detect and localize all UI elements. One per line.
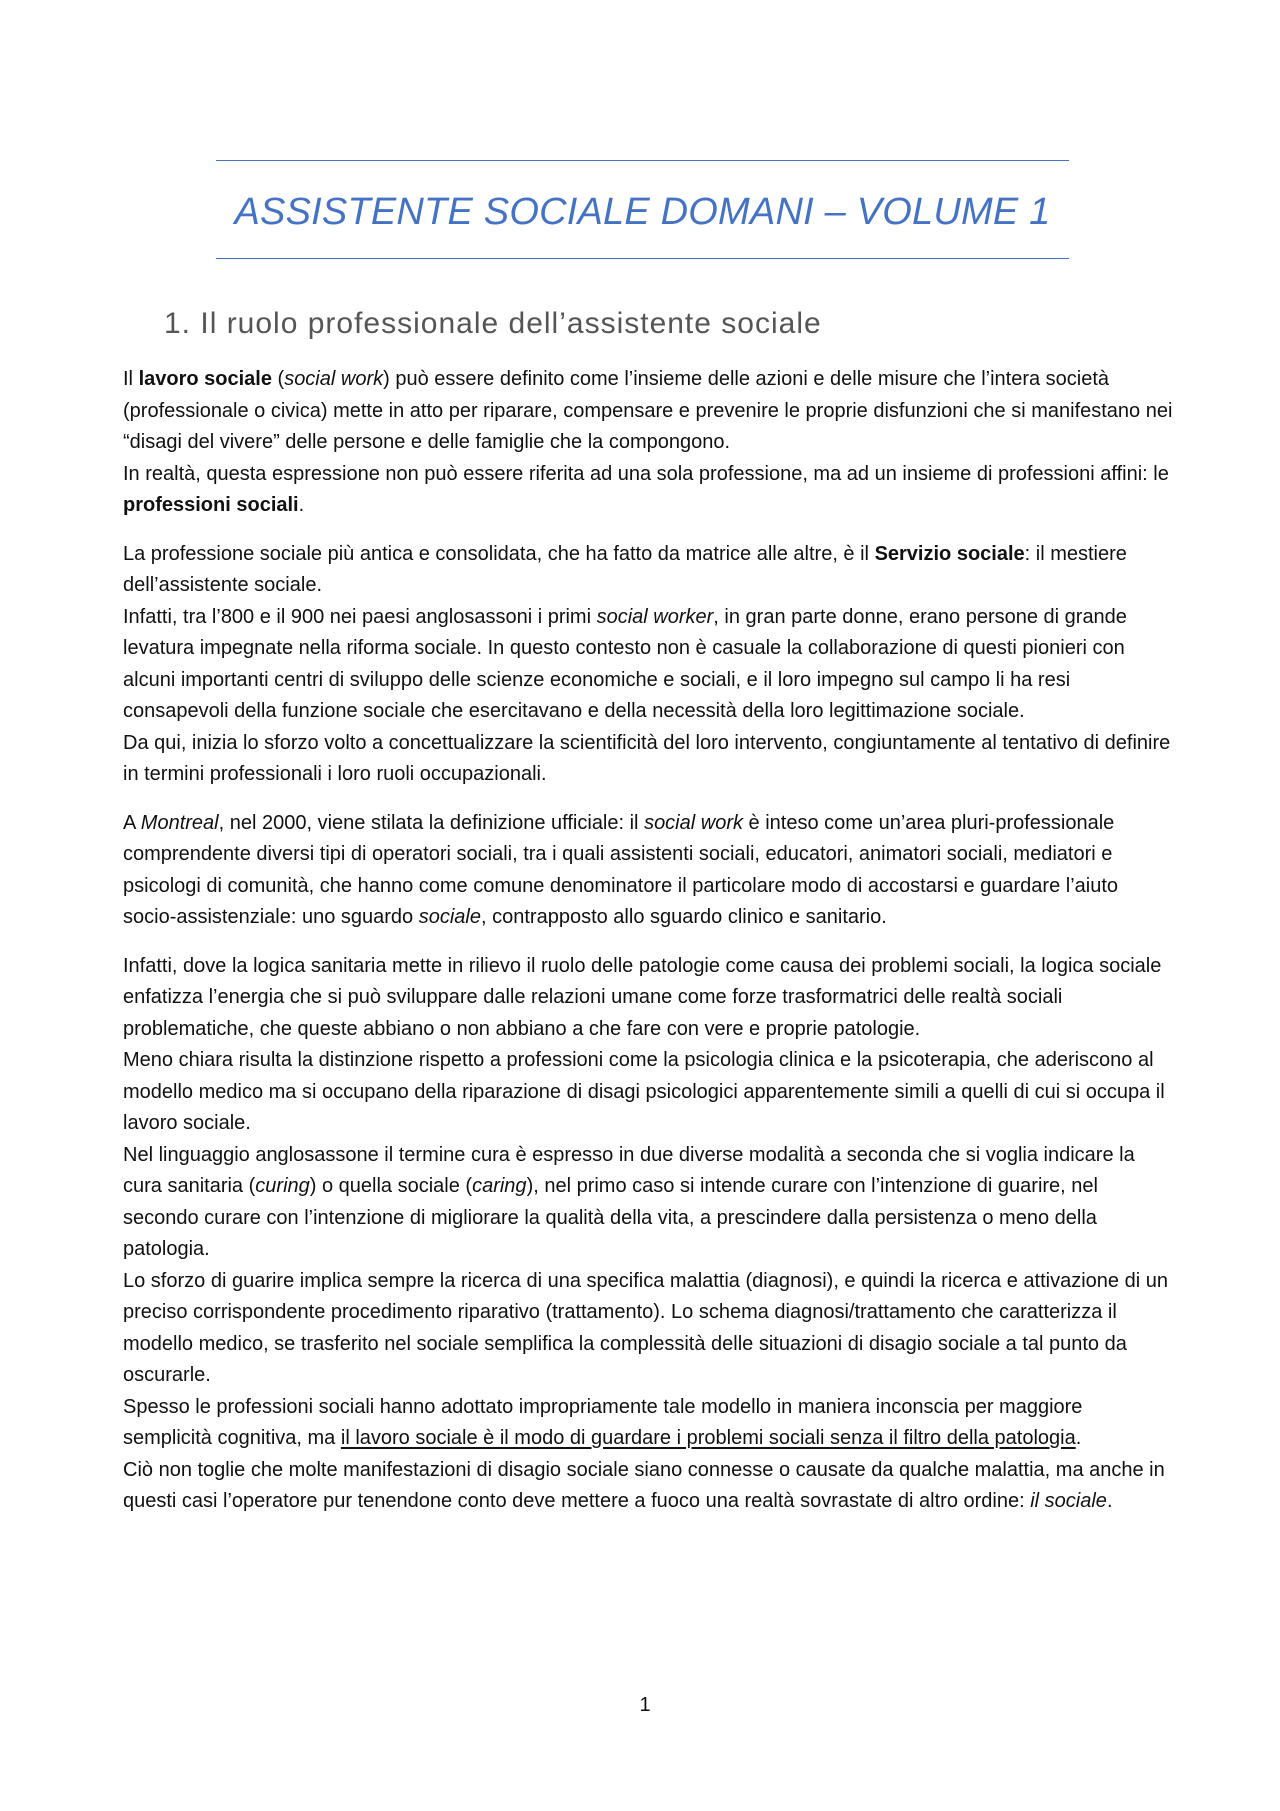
underlined-statement: il lavoro sociale è il modo di guardare i problemi sociali senza il filtro della patologia (340, 1427, 1076, 1449)
text-line: Infatti, dove la logica sanitaria mette in rilievo il ruolo delle patologie come causa dei problemi sociali, la logica sociale enfatizza l’energia che si può sviluppare dalle relazioni umane come forze trasformatrici delle realtà sociali problematiche, che queste abbiano o non abbiano a che fare con vere e proprie patologie. (123, 954, 1162, 1040)
italic-term: il sociale (1030, 1490, 1107, 1512)
text-line: Da qui, inizia lo sforzo volto a concettualizzare la scientificità del loro intervento, congiuntamente al tentativo di definire in termini professionali i loro ruoli occupazionali. (123, 731, 1171, 785)
text-line: In realtà, questa espressione non può essere riferita ad una sola professione, ma ad un insieme di professioni affini: le professioni sociali. (123, 462, 1169, 516)
text-line: Lo sforzo di guarire implica sempre la ricerca di una specifica malattia (diagnosi), e quindi la ricerca e attivazione di un preciso corrispondente procedimento riparativo (trattamento). Lo schema diagnosi/trattamento che caratterizza il modello medico, se trasferito nel sociale semplifica la complessità delle situazioni di disagio sociale a tal punto da oscurarle. (123, 1269, 1168, 1386)
italic-term: social work (284, 368, 384, 390)
title-top-rule (216, 160, 1069, 161)
text-line: Spesso le professioni sociali hanno adottato impropriamente tale modello in maniera inconscia per maggiore semplicità cognitiva, ma il lavoro sociale è il modo di guardare i problemi sociali senza il filtro della patologia. (123, 1395, 1083, 1449)
text-line: Ciò non toglie che molte manifestazioni di disagio sociale siano connesse o causate da qualche malattia, ma anche in questi casi l’operatore pur tenendone conto deve mettere a fuoco una realtà sovrastate di altro ordine: il sociale. (123, 1458, 1165, 1512)
text-line: Il lavoro sociale (social work) può essere definito come l’insieme delle azioni e delle misure che l’intera società (professionale o civica) mette in atto per riparare, compensare e prevenire le proprie disfunzioni che si manifestano nei “disagi del vivere” delle persone e delle famiglie che la compongono. (123, 368, 1173, 453)
italic-term: sociale (418, 906, 481, 928)
italic-term: caring (472, 1175, 527, 1197)
bold-term: Servizio sociale (874, 542, 1025, 565)
text-line: La professione sociale più antica e consolidata, che ha fatto da matrice alle altre, è il Servizio sociale: il mestiere dell’assistente sociale. (123, 542, 1127, 596)
paragraph (123, 539, 1175, 791)
italic-term: Montreal (140, 811, 219, 834)
paragraph (123, 364, 1175, 522)
page-number: 1 (639, 1694, 651, 1716)
text-line: Infatti, tra l’800 e il 900 nei paesi anglosassoni i primi social worker, in gran parte donne, erano persone di grande levatura impegnate nella riforma sociale. In questo contesto non è casuale la collaborazione di questi pionieri con alcuni importanti centri di sviluppo delle scienze economiche e sociali, e il loro impegno sul campo li ha resi consapevoli della funzione sociale che esercitavano e della necessità della loro legittimazione sociale. (123, 605, 1127, 722)
title-bottom-rule (216, 258, 1069, 259)
italic-term: social work (644, 811, 743, 834)
text-line: Meno chiara risulta la distinzione rispetto a professioni come la psicologia clinica e la psicoterapia, che aderiscono al modello medico ma si occupano della riparazione di disagi psicologici apparentemente simili a quelli di cui si occupa il lavoro sociale. (123, 1049, 1165, 1134)
paragraph (123, 951, 1175, 1518)
paragraph (123, 808, 1175, 934)
bold-term: professioni sociali (123, 494, 299, 516)
section-heading: 1. Il ruolo professionale dell’assistente sociale (164, 307, 822, 340)
document-body (123, 364, 1175, 1535)
document-title: ASSISTENTE SOCIALE DOMANI – VOLUME 1 (234, 191, 1051, 233)
text-line: A Montreal, nel 2000, viene stilata la definizione ufficiale: il social work è inteso come un’area pluri-professionale comprendente diversi tipi di operatori sociali, tra i quali assistenti sociali, educatori, animatori sociali, mediatori e psicologi di comunità, che hanno come comune denominatore il particolare modo di accostarsi e guardare l’aiuto socio-assistenziale: uno sguardo sociale, contrapposto allo sguardo clinico e sanitario. (123, 811, 1118, 928)
bold-term: lavoro sociale (138, 368, 272, 390)
italic-term: curing (255, 1175, 310, 1197)
text-line: Nel linguaggio anglosassone il termine cura è espresso in due diverse modalità a seconda che si voglia indicare la cura sanitaria (curing) o quella sociale (caring), nel primo caso si intende curare con l’intenzione di guarire, nel secondo curare con l’intenzione di migliorare la qualità della vita, a prescindere dalla persistenza o meno della patologia. (123, 1143, 1135, 1260)
italic-term: social worker (596, 605, 714, 628)
